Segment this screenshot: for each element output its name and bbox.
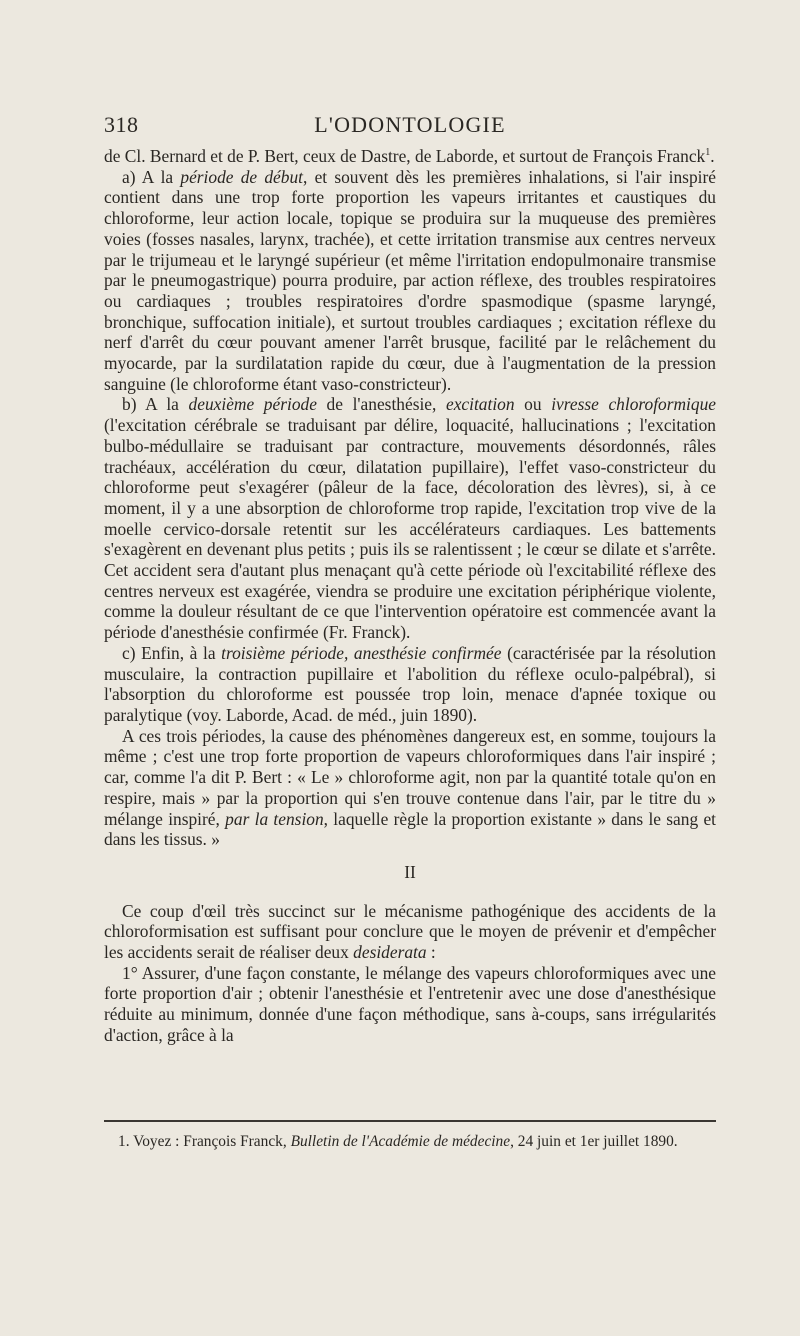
paragraph-conclusion: Ce coup d'œil très succinct sur le mécanisme pathogénique des accidents de la chloroformisation est suffisant pour conclure que le moyen de prévenir et d'empêcher les accidents serait de réaliser deux desiderata : (104, 900, 716, 963)
running-title: L'ODONTOLOGIE (314, 112, 506, 137)
paragraph-point-1: 1° Assurer, d'une façon constante, le mélange des vapeurs chloroformiques avec une forte proportion d'air ; obtenir l'anesthésie et l'entretenir avec une dose d'anesthésique réduite au minimum, donnée d'une façon méthodique, sans à-coups, sans irrégularités d'action, grâce à la (104, 962, 716, 1045)
page-number: 318 (104, 112, 139, 137)
paragraph-summary: A ces trois périodes, la cause des phénomènes dangereux est, en somme, toujours la même ; c'est une trop forte proportion de vapeurs chloroformiques dans l'air inspiré ; car, comme l'a dit P. Bert : « Le » chloroforme agit, non par la quantité totale qu'on en respire, mais » par la proportion qui s'en trouve contenue dans l'air, par le titre du » mélange inspiré, par la tension, laquelle règle la proportion existante » dans le sang et dans les tissus. » (104, 725, 717, 850)
footnote-ref: 1 (705, 147, 711, 159)
body-text (104, 146, 716, 1046)
page-header (104, 108, 716, 142)
paragraph-b: b) A la deuxième période de l'anesthésie, excitation ou ivresse chloroformique (l'excitation cérébrale se traduisant par délire, loquacité, hallucinations ; l'excitation bulbo-médullaire se traduisant par contracture, mouvements désordonnés, râles trachéaux, accélération du cœur, dilatation pupillaire), l'effet vaso-constricteur du chloroforme peut s'exagérer (pâleur de la face, décoloration des lèvres), si, à ce moment, il y a une absorption de chloroforme trop rapide, l'excitation trop vive de la moelle cervico-dorsale retentit sur les accélérateurs cardiaques. Les battements s'exagèrent en devenant plus petits ; puis ils se ralentissent ; le cœur se dilate et s'arrête. Cet accident sera d'autant plus menaçant qu'à cette période où l'excitabilité réflexe des centres nerveux est exagérée, viendra se produire une excitation périphérique violente, comme la douleur résultant de ce que l'intervention opératoire est commencée avant la période d'anesthésie confirmée (Fr. Franck). (104, 394, 716, 643)
paragraph-1: de Cl. Bernard et de P. Bert, ceux de Dastre, de Laborde, et surtout de François Franck$^1$. (104, 146, 715, 166)
paragraph-c: c) Enfin, à la troisième période, anesthésie confirmée (caractérisée par la résolution musculaire, la contraction pupillaire et l'abolition du réflexe oculo-palpébral), si l'absorption du chloroforme est poussée trop loin, menace d'apnée toxique ou paralytique (voy. Laborde, Acad. de méd., juin 1890). (104, 642, 716, 725)
footnote-rule (104, 1120, 716, 1122)
paragraph-a: a) A la période de début, et souvent dès les premières inhalations, si l'air inspiré contient dans une trop forte proportion les vapeurs irritantes et caustiques du chloroforme, leur action locale, topique se produira sur la muqueuse des premières voies (fosses nasales, larynx, trachée), et cette irritation transmise aux centres nerveux par le trijumeau et le laryngé supérieur (et même l'irritation endopulmonaire transmise par le pneumogastrique) pourra produire, par action réflexe, des troubles respiratoires ou cardiaques ; troubles respiratoires d'ordre spasmodique (spasme laryngé, bronchique, suffocation initiale), et surtout troubles cardiaques ; excitation réflexe du nerf d'arrêt du cœur pouvant amener l'arrêt brusque, facilité par le relâchement du myocarde, par la surdilatation rapide du cœur, due à l'augmentation de la pression sanguine (le chloroforme étant vaso-constricteur). (104, 166, 716, 394)
footnote: 1. Voyez : François Franck, Bulletin de l'Académie de médecine, 24 juin et 1er juillet 1890. (118, 1133, 678, 1150)
section-heading: II (404, 861, 416, 882)
